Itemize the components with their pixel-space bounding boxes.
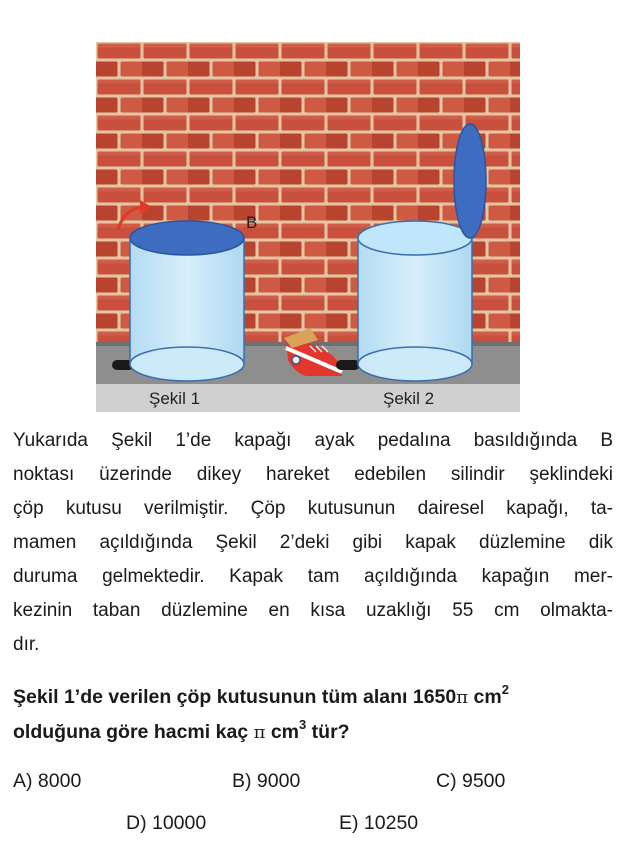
statement-line: dır. <box>13 634 40 655</box>
option-a[interactable]: A) 8000 <box>13 770 82 792</box>
exponent-3: 3 <box>299 716 307 732</box>
statement-line: çöp kutusu verilmiştir. Çöp kutusunun dairesel kapağı, ta- <box>13 498 613 519</box>
pi-symbol: π <box>456 687 469 708</box>
statement-line: kezinin taban düzlemine en kısa uzaklığı 55 cm olmakta- <box>13 600 613 621</box>
lid-closed <box>130 221 244 255</box>
statement-line: duruma gelmektedir. Kapak tam açıldığında kapağın mer- <box>13 566 613 587</box>
unit-cm: cm <box>468 686 502 708</box>
question-part-3: tür? <box>306 721 350 743</box>
trash-bin-figure <box>96 42 520 412</box>
question-part-2: olduğuna göre hacmi kaç <box>13 721 254 743</box>
option-c[interactable]: C) 9500 <box>436 770 506 792</box>
statement-line: Yukarıda Şekil 1’de kapağı ayak pedalına basıldığında B <box>13 430 613 451</box>
caption-fig2: Şekil 2 <box>383 389 435 408</box>
statement-line: noktası üzerinde dikey hareket edebilen silindir şeklindeki <box>13 464 613 485</box>
pedal-icon-2 <box>336 360 360 370</box>
option-b[interactable]: B) 9000 <box>232 770 301 792</box>
problem-statement <box>13 424 613 662</box>
exponent-2: 2 <box>501 681 509 697</box>
statement-line: mamen açıldığında Şekil 2’deki gibi kapak düzlemine dik <box>13 532 613 553</box>
figure-illustration <box>96 42 520 412</box>
trash-bin-closed <box>130 221 244 381</box>
unit-cm-2: cm <box>265 721 300 743</box>
lid-open <box>454 124 486 238</box>
question-text <box>13 680 618 750</box>
caption-fig1: Şekil 1 <box>149 389 201 408</box>
option-d[interactable]: D) 10000 <box>126 812 207 834</box>
option-e[interactable]: E) 10250 <box>339 812 419 834</box>
point-b-label: B <box>246 213 258 232</box>
question-part-1: Şekil 1’de verilen çöp kutusunun tüm alanı 1650 <box>13 686 457 708</box>
pi-symbol-2: π <box>253 722 266 743</box>
